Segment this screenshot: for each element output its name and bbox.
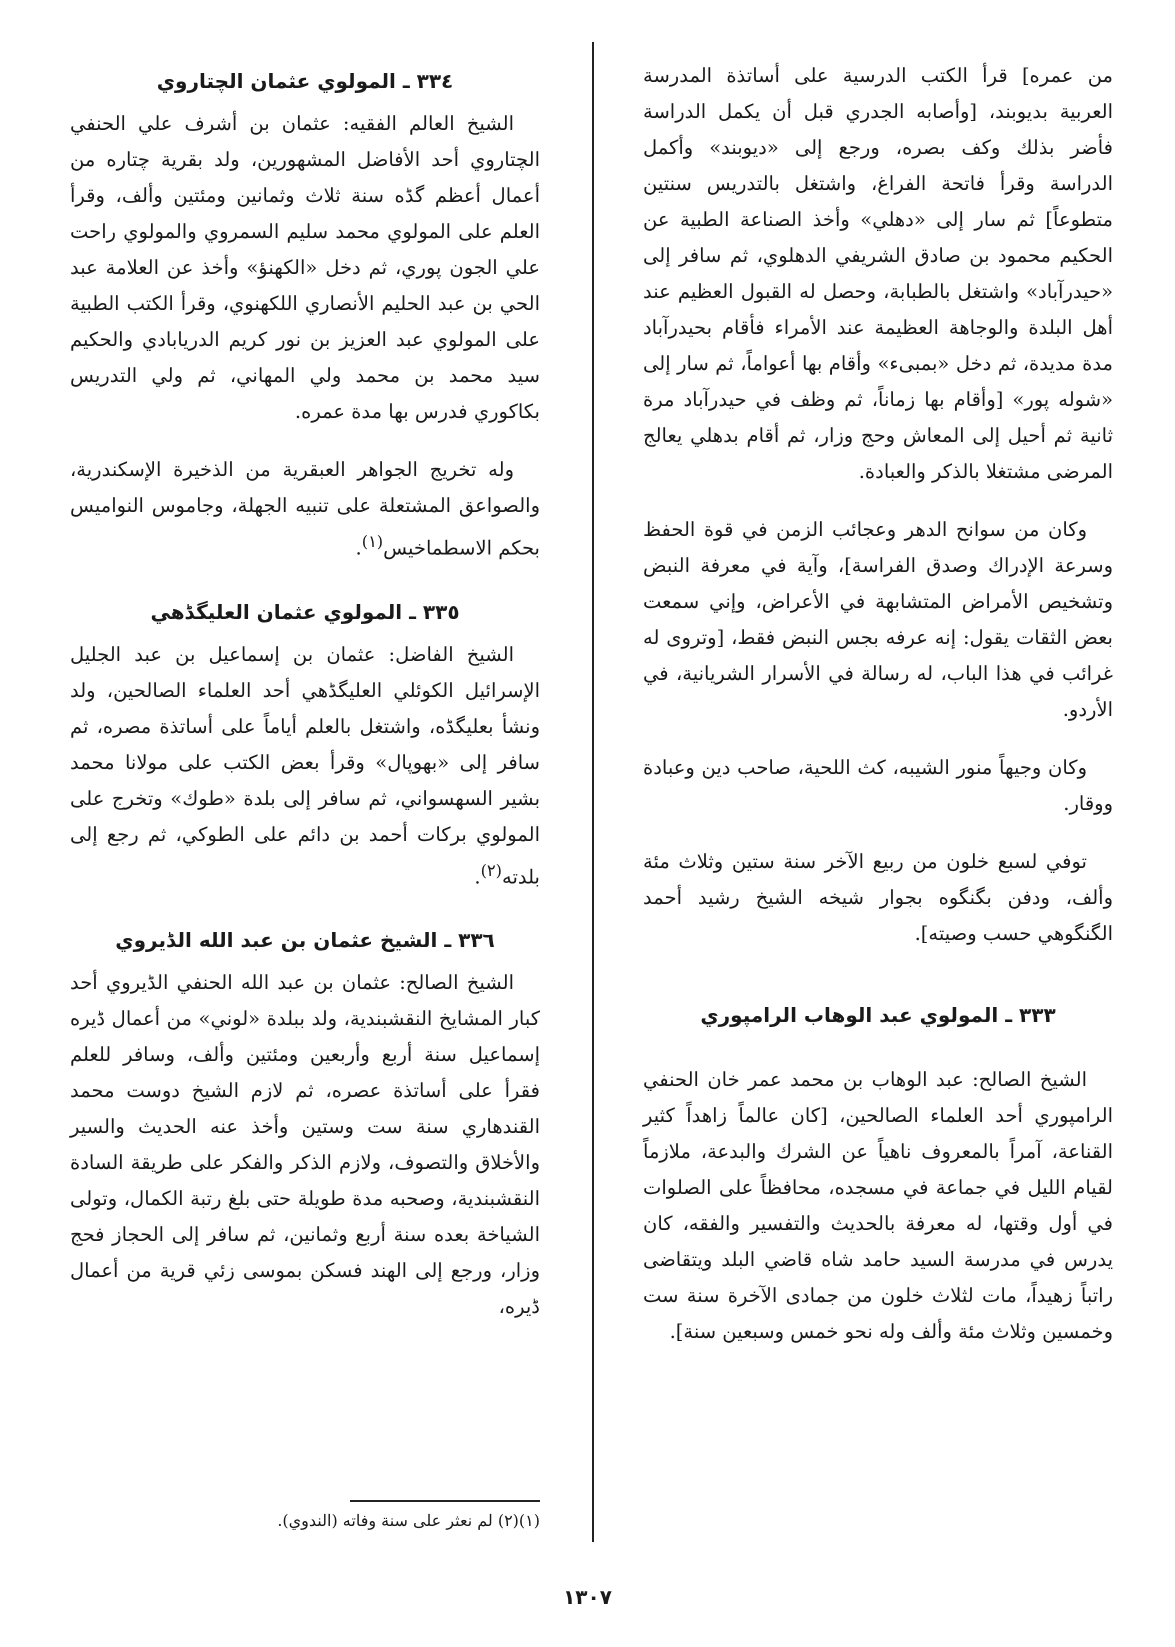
entry-heading-336: ٣٣٦ ـ الشيخ عثمان بن عبد الله الڈيروي <box>115 928 495 952</box>
right-column <box>643 58 1113 1350</box>
footnote-area <box>70 1500 540 1536</box>
footnote-ref[interactable]: (٢) <box>480 860 502 880</box>
column-divider <box>592 42 594 1542</box>
paragraph: وكان وجيهاً منور الشيبه، كث اللحية، صاحب دين وعبادة ووقار. <box>643 756 1113 815</box>
entry-heading-335: ٣٣٥ ـ المولوي عثمان العليگڈهي <box>150 599 460 624</box>
footnote-ref[interactable]: (١) <box>361 532 384 551</box>
footnote-separator <box>350 1500 540 1502</box>
page-number: ١٣٠٧ <box>563 1585 612 1609</box>
left-column <box>70 58 540 1325</box>
entry-heading-334: ٣٣٤ ـ المولوي عثمان الچتاروي <box>156 69 454 93</box>
footnote-text: (١)(٢) لم نعثر على سنة وفاته (الندوي). <box>277 1510 540 1530</box>
entry-heading-333: ٣٣٣ ـ المولوي عبد الوهاب الرامپوري <box>700 1003 1056 1027</box>
paragraph: وكان من سوانح الدهر وعجائب الزمن في قوة الحفظ وسرعة الإدراك وصدق الفراسة]، وآية في معرفة النبض وتشخيص الأمراض المتشابهة في الأعراض، وإني سمعت بعض الثقات يقول: إنه عرفه بجس النبض فقط، [وتروى له غرائب في هذا الباب، له رسالة في الأسرار الشريانية، في الأردو. <box>643 518 1113 721</box>
paragraph: توفي لسبع خلون من ربيع الآخر سنة ستين وثلاث مئة وألف، ودفن بگنگوه بجوار شيخه الشيخ رشيد أحمد الگنگوهي حسب وصيته]. <box>643 850 1113 945</box>
paragraph: الشيخ الصالح: عثمان بن عبد الله الحنفي الڈيروي أحد كبار المشايخ النقشبندية، ولد ببلدة «لوني» من أعمال ڈيره إسماعيل سنة أربع وأربعين ومئتين وألف، وسافر للعلم فقرأ على أساتذة عصره، ثم لازم الشيخ دوست محمد القندهاري سنة ست وستين وأخذ عنه الحديث والسير والأخلاق والتصوف، ولازم الذكر والفكر على طريقة السادة النقشبندية، وصحبه مدة طويلة حتى بلغ رتبة الكمال، وتولى الشياخة بعده سنة أربع وثمانين، ثم سافر إلى الحجاز فحج وزار، ورجع إلى الهند فسكن بموسى زئي قرية من أعمال ڈيره، <box>70 971 540 1318</box>
paragraph: الشيخ الفاضل: عثمان بن إسماعيل بن عبد الجليل الإسرائيل الكوئلي العليگڈهي أحد العلماء الصالحين، ولد ونشأ بعليگڈه، واشتغل بالعلم أياماً على أساتذة مصره، ثم سافر إلى «بهوپال» وقرأ بعض الكتب على مولانا محمد بشير السهسواني، ثم سافر إلى بلدة «طوك» وتخرج على المولوي بركات أحمد بن دائم على الطوكي، ثم رجع إلى بلدته$^{(٢)}$. <box>70 642 540 888</box>
paragraph: وله تخريج الجواهر العبقرية من الذخيرة الإسكندرية، والصواعق المشتعلة على تنبيه الجهلة، وجاموس النواميس بحكم الاسطماخيس$^{(١)}$. <box>70 458 540 560</box>
paragraph: الشيخ الصالح: عبد الوهاب بن محمد عمر خان الحنفي الرامپوري أحد العلماء الصالحين، [كان عالماً زاهداً كثير القناعة، آمراً بالمعروف ناهياً عن الشرك والبدعة، ملازماً لقيام الليل في جماعة في مسجده، محافظاً على الصلوات في أول وقتها، له معرفة بالحديث والتفسير والفقه، كان يدرس في مدرسة السيد حامد شاه قاضي البلد ويتقاضى راتباً زهيداً، مات لثلاث خلون من جمادى الآخرة سنة ست وخمسين وثلاث مئة وألف وله نحو خمس وسبعين سنة]. <box>643 1068 1113 1343</box>
paragraph-text: الشيخ الفاضل: عثمان بن إسماعيل بن عبد الجليل الإسرائيل الكوئلي العليگڈهي أحد العلماء الصالحين، ولد ونشأ بعليگڈه، واشتغل بالعلم أياماً على أساتذة مصره، ثم سافر إلى «بهوپال» وقرأ بعض الكتب على مولانا محمد بشير السهسواني، ثم سافر إلى بلدة «طوك» وتخرج على المولوي بركات أحمد بن دائم على الطوكي، ثم رجع إلى بلدته <box>70 642 540 888</box>
paragraph: الشيخ العالم الفقيه: عثمان بن أشرف علي الحنفي الچتاروي أحد الأفاضل المشهورين، ولد بقرية چتاره من أعمال أعظم گڈه سنة ثلاث وثمانين ومئتين وألف، وقرأ العلم على المولوي محمد سليم السمروي والمولوي راحت علي الجون پوري، ثم دخل «الكهنؤ» وأخذ عن العلامة عبد الحي بن عبد الحليم الأنصاري اللكهنوي، وقرأ الكتب الطبية على المولوي عبد العزيز بن نور كريم الدريابادي والحكيم سيد محمد بن محمد ولي المهاني، ثم ولي التدريس بكاكوري فدرس بها مدة عمره. <box>70 112 540 423</box>
paragraph-text: وله تخريج الجواهر العبقرية من الذخيرة الإسكندرية، والصواعق المشتعلة على تنبيه الجهلة، وجاموس النواميس بحكم الاسطماخيس <box>70 458 540 560</box>
paragraph: من عمره] قرأ الكتب الدرسية على أساتذة المدرسة العربية بديوبند، [وأصابه الجدري قبل أن يكمل الدراسة فأضر بذلك وكف بصره، ورجع إلى «ديوبند» وأكمل الدراسة وقرأ فاتحة الفراغ، واشتغل بالتدريس سنتين متطوعاً] ثم سار إلى «دهلي» وأخذ الصناعة الطبية عن الحكيم محمود بن صادق الشريفي الدهلوي، ثم سافر إلى «حيدرآباد» واشتغل بالطبابة، وحصل له القبول العظيم عند أهل البلدة والوجاهة العظيمة عند الأمراء فأقام بحيدرآباد مدة مديدة، ثم دخل «بمبىء» وأقام بها أعواماً، ثم سار إلى «شوله پور» [وأقام بها زماناً، ثم وظف في حيدرآباد مرة ثانية ثم أحيل إلى المعاش وحج وزار، ثم أقام بدهلي يعالج المرضى مشتغلا بالذكر والعبادة. <box>643 64 1113 483</box>
